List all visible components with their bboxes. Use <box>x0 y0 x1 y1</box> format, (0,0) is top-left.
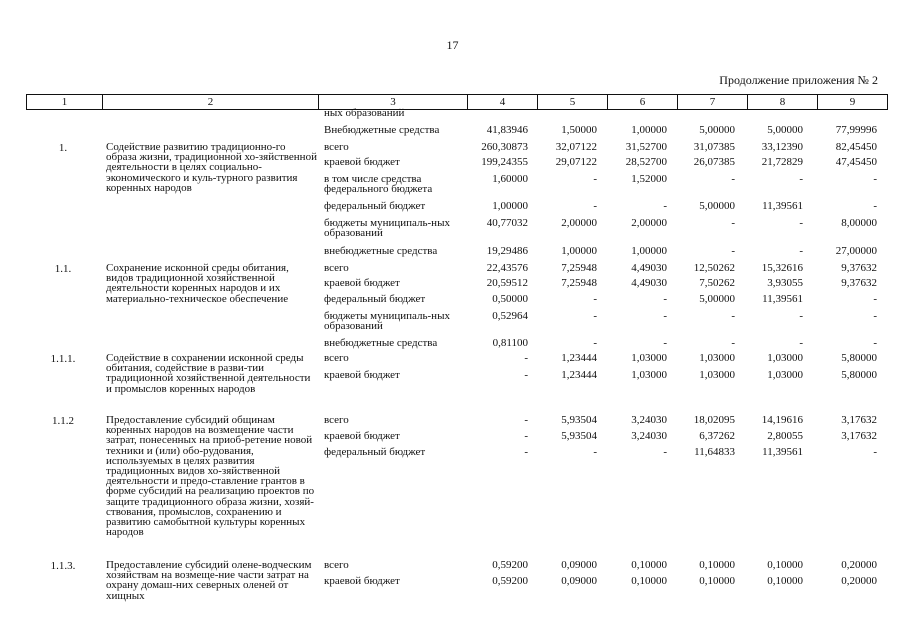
row-value-col-5: - <box>593 310 597 322</box>
row-value-col-7: 26,07385 <box>693 156 735 168</box>
row-funding-source: бюджеты муниципаль-ных образований <box>324 310 450 332</box>
row-value-col-4: 20,59512 <box>486 277 528 289</box>
row-funding-source: всего <box>324 141 349 153</box>
row-value-col-6: - <box>663 337 667 349</box>
row-value-col-7: 11,64833 <box>694 446 735 458</box>
row-value-col-4: 19,29486 <box>486 245 528 257</box>
row-value-col-4: 0,59200 <box>492 559 528 571</box>
row-value-col-5: 1,50000 <box>561 124 597 136</box>
row-value-col-8: 1,03000 <box>767 369 803 381</box>
row-value-col-6: 28,52700 <box>625 156 667 168</box>
row-funding-source: внебюджетные средства <box>324 245 438 257</box>
row-description: Содействие развитию традиционно-го образа жизни, традиционной хо-зяйственной деятельности в целях социально-экономического и куль-турного развития коренных народов <box>106 141 317 194</box>
row-funding-source: Внебюджетные средства <box>324 124 440 136</box>
row-value-col-6: 1,03000 <box>631 369 667 381</box>
header-col-5: 5 <box>538 95 608 110</box>
row-value-col-9: 5,80000 <box>841 369 877 381</box>
row-value-col-6: 3,24030 <box>631 430 667 442</box>
row-value-col-5: 7,25948 <box>561 277 597 289</box>
row-funding-source: бюджеты муниципаль-ных образований <box>324 217 450 239</box>
row-value-col-9: 27,00000 <box>835 245 877 257</box>
row-value-col-7: - <box>731 217 735 229</box>
row-value-col-7: - <box>731 173 735 185</box>
row-value-col-9: - <box>873 337 877 349</box>
row-description: Предоставление субсидий общинам коренных народов на возмещение части затрат, понесенных на приоб-ретение новой техники и (или) обо-рудования, используемых в целях развития традиционных видов хо-зяйственной деятельности и предо-ставление грантов в форме субсидий на реализацию проектов по защите традиционного образа жизни, хозяй-ствования, промыслов, сохранению и развитию самобытной культуры коренных народов <box>106 414 315 539</box>
row-value-col-5: 29,07122 <box>555 156 597 168</box>
row-value-col-7: - <box>731 245 735 257</box>
row-value-col-6: 31,52700 <box>625 141 667 153</box>
row-value-col-7: 7,50262 <box>699 277 735 289</box>
header-col-6: 6 <box>608 95 678 110</box>
row-value-col-7: 5,00000 <box>699 124 735 136</box>
row-funding-source: федеральный бюджет <box>324 446 426 458</box>
row-value-col-7: 0,10000 <box>699 575 735 587</box>
table-header <box>26 94 888 110</box>
row-value-col-5: - <box>593 446 597 458</box>
row-value-col-5: 32,07122 <box>555 141 597 153</box>
row-value-col-9: - <box>873 446 877 458</box>
row-value-col-4: 0,59200 <box>492 575 528 587</box>
row-value-col-5: 0,09000 <box>561 575 597 587</box>
row-value-col-7: 0,10000 <box>699 559 735 571</box>
appendix-caption: Продолжение приложения № 2 <box>719 73 878 87</box>
row-value-col-6: - <box>663 200 667 212</box>
row-value-col-5: 2,00000 <box>561 217 597 229</box>
row-funding-source: федеральный бюджет <box>324 293 426 305</box>
row-value-col-5: - <box>593 173 597 185</box>
row-funding-source: краевой бюджет <box>324 430 400 442</box>
header-col-1: 1 <box>27 95 103 110</box>
row-value-col-4: 260,30873 <box>481 141 528 153</box>
continuation-text: ных образований <box>324 107 405 119</box>
row-value-col-5: 0,09000 <box>561 559 597 571</box>
row-value-col-8: - <box>799 173 803 185</box>
row-value-col-8: 1,03000 <box>767 352 803 364</box>
row-value-col-9: 3,17632 <box>841 430 877 442</box>
row-value-col-5: 7,25948 <box>561 262 597 274</box>
row-value-col-6: 4,49030 <box>631 262 667 274</box>
row-value-col-9: 47,45450 <box>835 156 877 168</box>
row-value-col-9: 0,20000 <box>841 559 877 571</box>
row-value-col-4: - <box>524 414 528 426</box>
row-value-col-6: - <box>663 293 667 305</box>
row-value-col-8: - <box>799 310 803 322</box>
row-description: Содействие в сохранении исконной среды обитания, содействие в разви-тии традиционной хозяйственной деятельности и промыслов коренных народов <box>106 352 311 395</box>
row-value-col-6: - <box>663 446 667 458</box>
row-value-col-8: 11,39561 <box>762 200 803 212</box>
row-value-col-8: 21,72829 <box>761 156 803 168</box>
row-funding-source: краевой бюджет <box>324 277 400 289</box>
row-value-col-9: - <box>873 200 877 212</box>
row-value-col-5: 1,23444 <box>561 369 597 381</box>
row-value-col-6: - <box>663 310 667 322</box>
row-value-col-8: 11,39561 <box>762 446 803 458</box>
row-value-col-9: 77,99996 <box>835 124 877 136</box>
row-value-col-7: 1,03000 <box>699 369 735 381</box>
row-funding-source: всего <box>324 559 349 571</box>
row-value-col-6: 0,10000 <box>631 575 667 587</box>
row-value-col-7: 5,00000 <box>699 293 735 305</box>
row-value-col-9: 9,37632 <box>841 277 877 289</box>
row-value-col-4: 22,43576 <box>486 262 528 274</box>
row-value-col-4: - <box>524 446 528 458</box>
row-value-col-9: 0,20000 <box>841 575 877 587</box>
row-value-col-6: 1,00000 <box>631 245 667 257</box>
row-code: 1.1.2 <box>52 415 74 427</box>
row-value-col-6: 0,10000 <box>631 559 667 571</box>
row-funding-source: краевой бюджет <box>324 575 400 587</box>
row-value-col-7: 1,03000 <box>699 352 735 364</box>
row-funding-source: в том числе средства федерального бюджета <box>324 173 433 195</box>
row-value-col-6: 4,49030 <box>631 277 667 289</box>
row-funding-source: всего <box>324 262 349 274</box>
row-value-col-5: - <box>593 337 597 349</box>
row-value-col-7: 31,07385 <box>693 141 735 153</box>
row-funding-source: краевой бюджет <box>324 156 400 168</box>
row-value-col-8: 14,19616 <box>761 414 803 426</box>
row-value-col-8: 15,32616 <box>761 262 803 274</box>
header-col-2: 2 <box>103 95 319 110</box>
row-value-col-7: - <box>731 310 735 322</box>
header-col-7: 7 <box>678 95 748 110</box>
row-value-col-6: 1,00000 <box>631 124 667 136</box>
row-value-col-5: - <box>593 293 597 305</box>
row-value-col-4: - <box>524 352 528 364</box>
row-value-col-7: - <box>731 337 735 349</box>
row-value-col-4: 40,77032 <box>486 217 528 229</box>
row-value-col-7: 6,37262 <box>699 430 735 442</box>
row-value-col-9: - <box>873 293 877 305</box>
row-value-col-8: - <box>799 217 803 229</box>
row-value-col-8: 11,39561 <box>762 293 803 305</box>
row-value-col-4: - <box>524 369 528 381</box>
row-funding-source: федеральный бюджет <box>324 200 426 212</box>
row-funding-source: всего <box>324 414 349 426</box>
row-value-col-9: 5,80000 <box>841 352 877 364</box>
row-value-col-5: 1,23444 <box>561 352 597 364</box>
row-funding-source: внебюджетные средства <box>324 337 438 349</box>
row-value-col-8: 33,12390 <box>761 141 803 153</box>
row-value-col-8: - <box>799 245 803 257</box>
row-code: 1.1.1. <box>50 353 76 365</box>
row-code: 1.1.3. <box>50 560 76 572</box>
row-description: Предоставление субсидий олене-водческим хозяйствам на возмеще-ние части затрат на охрану домаш-них северных оленей от хищных <box>106 559 312 602</box>
row-value-col-9: - <box>873 310 877 322</box>
row-code: 1.1. <box>54 263 72 275</box>
row-value-col-7: 5,00000 <box>699 200 735 212</box>
row-value-col-9: 8,00000 <box>841 217 877 229</box>
row-value-col-9: 9,37632 <box>841 262 877 274</box>
row-funding-source: краевой бюджет <box>324 369 400 381</box>
row-value-col-8: - <box>799 337 803 349</box>
row-value-col-4: 0,50000 <box>492 293 528 305</box>
header-col-9: 9 <box>818 95 888 110</box>
row-value-col-6: 1,52000 <box>631 173 667 185</box>
row-value-col-6: 1,03000 <box>631 352 667 364</box>
row-value-col-4: 1,00000 <box>492 200 528 212</box>
row-value-col-4: 0,52964 <box>492 310 528 322</box>
row-code: 1. <box>58 142 68 154</box>
page-number: 17 <box>446 38 459 52</box>
row-funding-source: всего <box>324 352 349 364</box>
header-col-8: 8 <box>748 95 818 110</box>
row-value-col-5: 5,93504 <box>561 414 597 426</box>
row-value-col-7: 12,50262 <box>693 262 735 274</box>
row-value-col-4: 41,83946 <box>486 124 528 136</box>
row-value-col-9: 82,45450 <box>835 141 877 153</box>
row-value-col-8: 3,93055 <box>767 277 803 289</box>
row-value-col-6: 2,00000 <box>631 217 667 229</box>
row-value-col-7: 18,02095 <box>693 414 735 426</box>
row-value-col-9: 3,17632 <box>841 414 877 426</box>
row-value-col-4: 0,81100 <box>492 337 528 349</box>
row-value-col-8: 0,10000 <box>767 559 803 571</box>
row-value-col-4: - <box>524 430 528 442</box>
row-value-col-5: 5,93504 <box>561 430 597 442</box>
row-value-col-4: 199,24355 <box>481 156 528 168</box>
header-col-4: 4 <box>468 95 538 110</box>
row-value-col-8: 5,00000 <box>767 124 803 136</box>
row-value-col-8: 0,10000 <box>767 575 803 587</box>
row-value-col-8: 2,80055 <box>767 430 803 442</box>
header-col-3: 3 <box>319 95 468 110</box>
row-description: Сохранение исконной среды обитания, видов традиционной хозяйственной деятельности коренных народов и их материально-техническое обеспечение <box>106 262 289 305</box>
row-value-col-6: 3,24030 <box>631 414 667 426</box>
row-value-col-5: - <box>593 200 597 212</box>
row-value-col-9: - <box>873 173 877 185</box>
row-value-col-5: 1,00000 <box>561 245 597 257</box>
row-value-col-4: 1,60000 <box>492 173 528 185</box>
